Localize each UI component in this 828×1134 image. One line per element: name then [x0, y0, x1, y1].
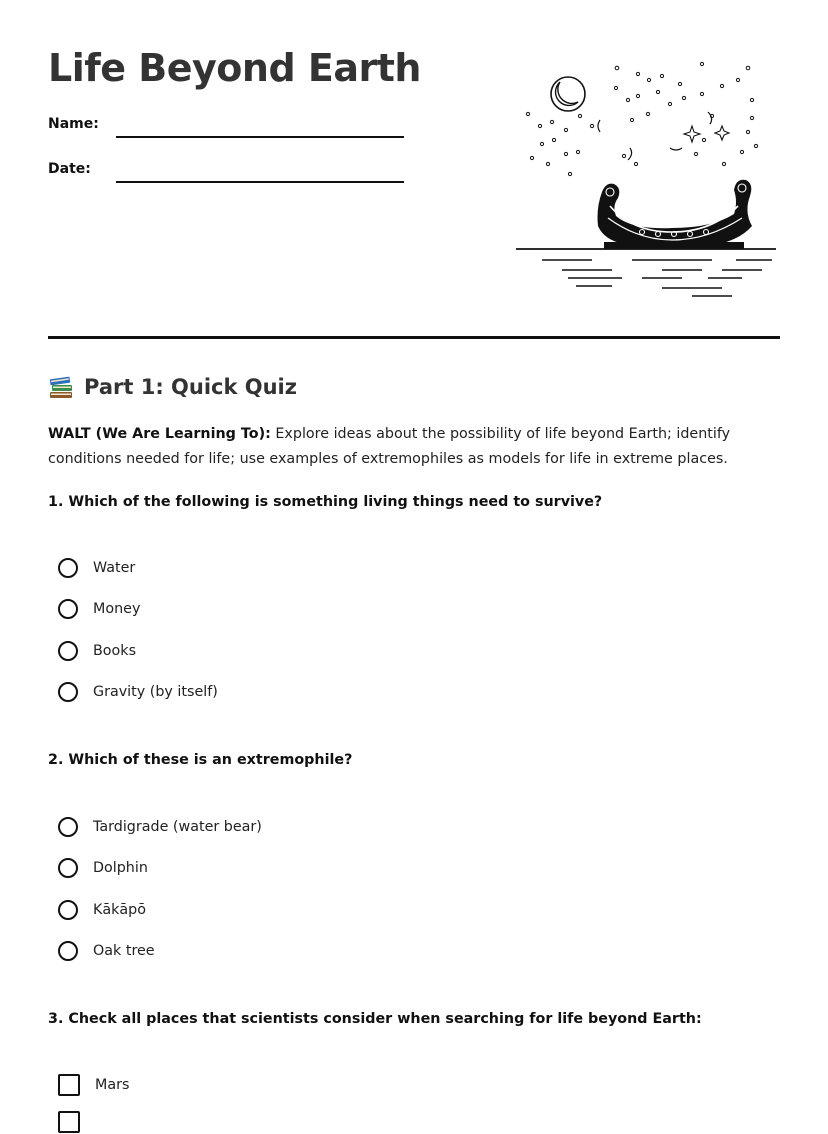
name-label: Name:: [48, 116, 99, 132]
date-input-line[interactable]: [116, 181, 404, 183]
option-label: Books: [93, 643, 137, 659]
question-2: 2. Which of these is an extremophile?: [48, 752, 353, 768]
option-label: Money: [93, 601, 141, 617]
option-label: Mars: [95, 1077, 130, 1093]
radio-button[interactable]: [58, 599, 78, 619]
option-label: Oak tree: [93, 943, 155, 959]
q2-option-tardigrade[interactable]: [58, 815, 262, 839]
option-label: Tardigrade (water bear): [93, 819, 262, 835]
waka-canoe-night-sky-icon: [512, 56, 780, 300]
checkbox[interactable]: [58, 1111, 80, 1133]
name-field[interactable]: [48, 116, 404, 132]
radio-button[interactable]: [58, 558, 78, 578]
question-1: 1. Which of the following is something living things need to survive?: [48, 494, 603, 510]
radio-button[interactable]: [58, 941, 78, 961]
radio-button[interactable]: [58, 641, 78, 661]
option-label: Dolphin: [93, 860, 148, 876]
q2-option-oak-tree[interactable]: [58, 939, 155, 963]
q3-option-next[interactable]: [58, 1110, 95, 1134]
q2-option-dolphin[interactable]: [58, 856, 148, 880]
books-icon: [48, 374, 74, 400]
radio-button[interactable]: [58, 682, 78, 702]
radio-button[interactable]: [58, 817, 78, 837]
worksheet-header: [48, 0, 780, 340]
date-field[interactable]: [48, 161, 404, 177]
radio-button[interactable]: [58, 900, 78, 920]
header-divider: [48, 336, 780, 339]
radio-button[interactable]: [58, 858, 78, 878]
checkbox[interactable]: [58, 1074, 80, 1096]
q2-option-kakapo[interactable]: [58, 898, 146, 922]
question-3: 3. Check all places that scientists consider when searching for life beyond Earth:: [48, 1011, 702, 1027]
walt-label: WALT (We Are Learning To):: [48, 426, 271, 442]
page-title: Life Beyond Earth: [48, 46, 421, 90]
q1-option-money[interactable]: [58, 597, 140, 621]
q1-option-water[interactable]: [58, 556, 135, 580]
worksheet-page: [48, 0, 780, 1093]
walt-text: Explore ideas about the possibility of life beyond Earth; identify conditions needed for life; use examples of extremophiles as models for life in extreme places.: [48, 426, 731, 467]
date-label: Date:: [48, 161, 91, 177]
name-input-line[interactable]: [116, 136, 404, 138]
q1-option-gravity[interactable]: [58, 680, 218, 704]
q1-option-books[interactable]: [58, 639, 136, 663]
walt-paragraph: [48, 422, 780, 472]
option-label: Kākāpō: [93, 902, 146, 918]
part1-heading-text: Part 1: Quick Quiz: [84, 375, 297, 399]
option-label: Gravity (by itself): [93, 684, 218, 700]
option-label: Water: [93, 560, 136, 576]
part1-heading: [48, 374, 297, 400]
q3-option-mars[interactable]: [58, 1073, 129, 1097]
